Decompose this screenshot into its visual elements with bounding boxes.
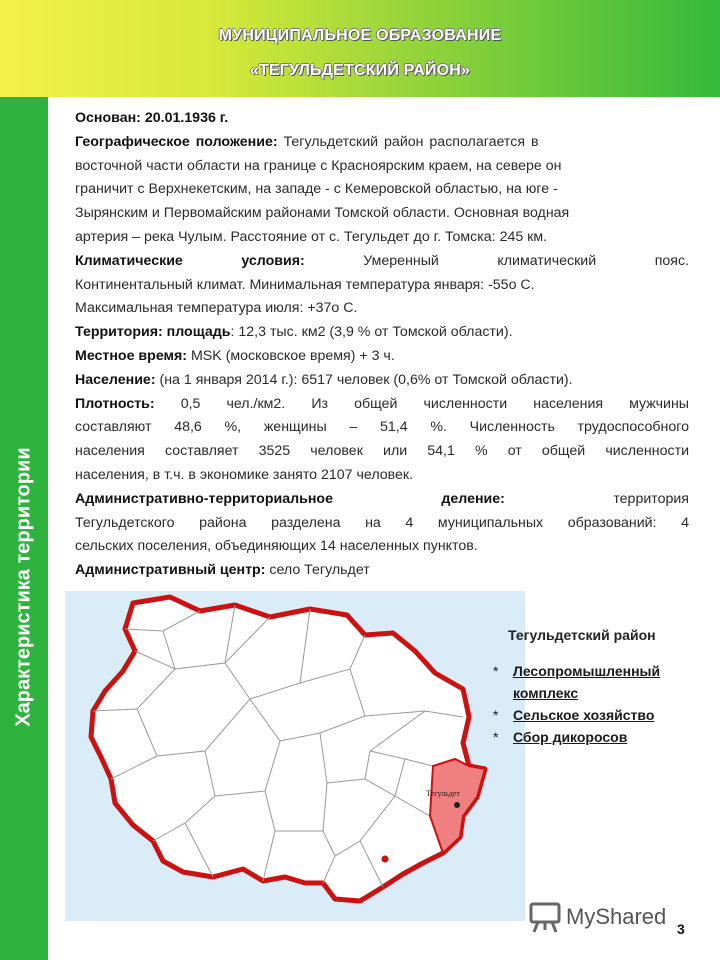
- population-value: (на 1 января 2014 г.): 6517 человек (0,6% от Томской области).: [159, 371, 573, 388]
- teguldet-map-label: Тегульдет: [426, 789, 460, 798]
- time-label: Местное время:: [75, 347, 188, 364]
- density-line-3: населения составляет 3525 человек или 54,1 % от общей численности: [75, 443, 689, 460]
- region-map: [65, 591, 525, 921]
- sidebar-label: Характеристика территории: [12, 447, 35, 727]
- density-line-4: населения, в т.ч. в экономике занято 2107 человек.: [75, 466, 414, 483]
- admin-row: [75, 488, 689, 512]
- legend-item-label[interactable]: Сельское хозяйство: [513, 707, 655, 723]
- header-title-line2: «ТЕГУЛЬДЕТСКИЙ РАЙОН»: [249, 62, 471, 79]
- center-label: Административный центр:: [75, 562, 266, 579]
- climate-row: [75, 250, 689, 274]
- teguldet-marker: [454, 802, 460, 808]
- territory-row: [75, 321, 689, 345]
- density-line-2: составляют 48,6 %, женщины – 51,4 %. Численность трудоспособного: [75, 419, 689, 436]
- geo-line-3: граничит с Верхнекетским, на западе - с Кемеровской областью, на юге -: [75, 181, 558, 198]
- founded-label: Основан:: [75, 110, 141, 126]
- founded-value: 20.01.1936 г.: [144, 110, 229, 126]
- geo-line-5: артерия – река Чулым. Расстояние от с. Тегульдет до г. Томска: 245 км.: [75, 228, 548, 245]
- climate-line-3: Максимальная температура июля: +37o С.: [75, 300, 358, 317]
- climate-line-1: Умеренный климатический пояс.: [363, 252, 689, 269]
- geo-line-1: Тегульдетский район располагается в: [283, 133, 539, 150]
- legend-bullet: *: [493, 663, 499, 679]
- watermark: [528, 897, 688, 937]
- legend-item-label[interactable]: комплекс: [513, 685, 579, 701]
- legend-item-label[interactable]: Сбор дикоросов: [513, 729, 628, 745]
- content-text: [75, 107, 689, 583]
- legend-bullet: *: [493, 729, 499, 745]
- climate-label: Климатические условия:: [75, 252, 305, 269]
- geo-line-2: восточной части области на границе с Красноярским краем, на севере он: [75, 157, 562, 174]
- header-banner: [0, 0, 720, 97]
- center-row: [75, 559, 689, 583]
- watermark-text: MyShared: [566, 904, 667, 929]
- tomsk-marker: [382, 856, 389, 863]
- time-value: MSK (московское время) + 3 ч.: [190, 347, 395, 364]
- time-row: [75, 345, 689, 369]
- geo-row: [75, 131, 689, 155]
- admin-line-2: Тегульдетского района разделена на 4 муниципальных образований: 4: [75, 514, 689, 531]
- page-number: 3: [677, 921, 685, 937]
- region-map-svg: [65, 591, 525, 921]
- presentation-board-icon: [528, 900, 562, 934]
- admin-line-1: территория: [613, 490, 689, 507]
- admin-label: Административно-территориальное деление:: [75, 490, 505, 507]
- density-label: Плотность:: [75, 395, 155, 412]
- center-value: село Тегульдет: [269, 562, 370, 579]
- population-label: Население:: [75, 371, 156, 388]
- geo-label: Географическое положение:: [75, 133, 278, 150]
- legend-item-label[interactable]: Лесопромышленный: [513, 663, 661, 679]
- founded-row: [75, 107, 689, 131]
- climate-line-2: Континентальный климат. Минимальная температура января: -55o С.: [75, 276, 535, 293]
- tomsk-oblast-outline: [91, 597, 485, 901]
- admin-line-3: сельских поселения, объединяющих 14 населенных пунктов.: [75, 538, 478, 555]
- geo-line-4: Зырянским и Первомайским районами Томской области. Основная водная: [75, 205, 570, 222]
- territory-label: Территория: площадь: [75, 324, 231, 341]
- sidebar: [0, 97, 48, 960]
- header-title-line1: МУНИЦИПАЛЬНОЕ ОБРАЗОВАНИЕ: [218, 27, 502, 44]
- legend-title: Тегульдетский район: [508, 627, 656, 643]
- density-row: [75, 393, 689, 417]
- territory-value: : 12,3 тыс. км2 (3,9 % от Томской области).: [230, 324, 513, 341]
- population-row: [75, 369, 689, 393]
- legend-bullet: *: [493, 707, 499, 723]
- density-line-1: 0,5 чел./км2. Из общей численности населения мужчины: [180, 395, 689, 412]
